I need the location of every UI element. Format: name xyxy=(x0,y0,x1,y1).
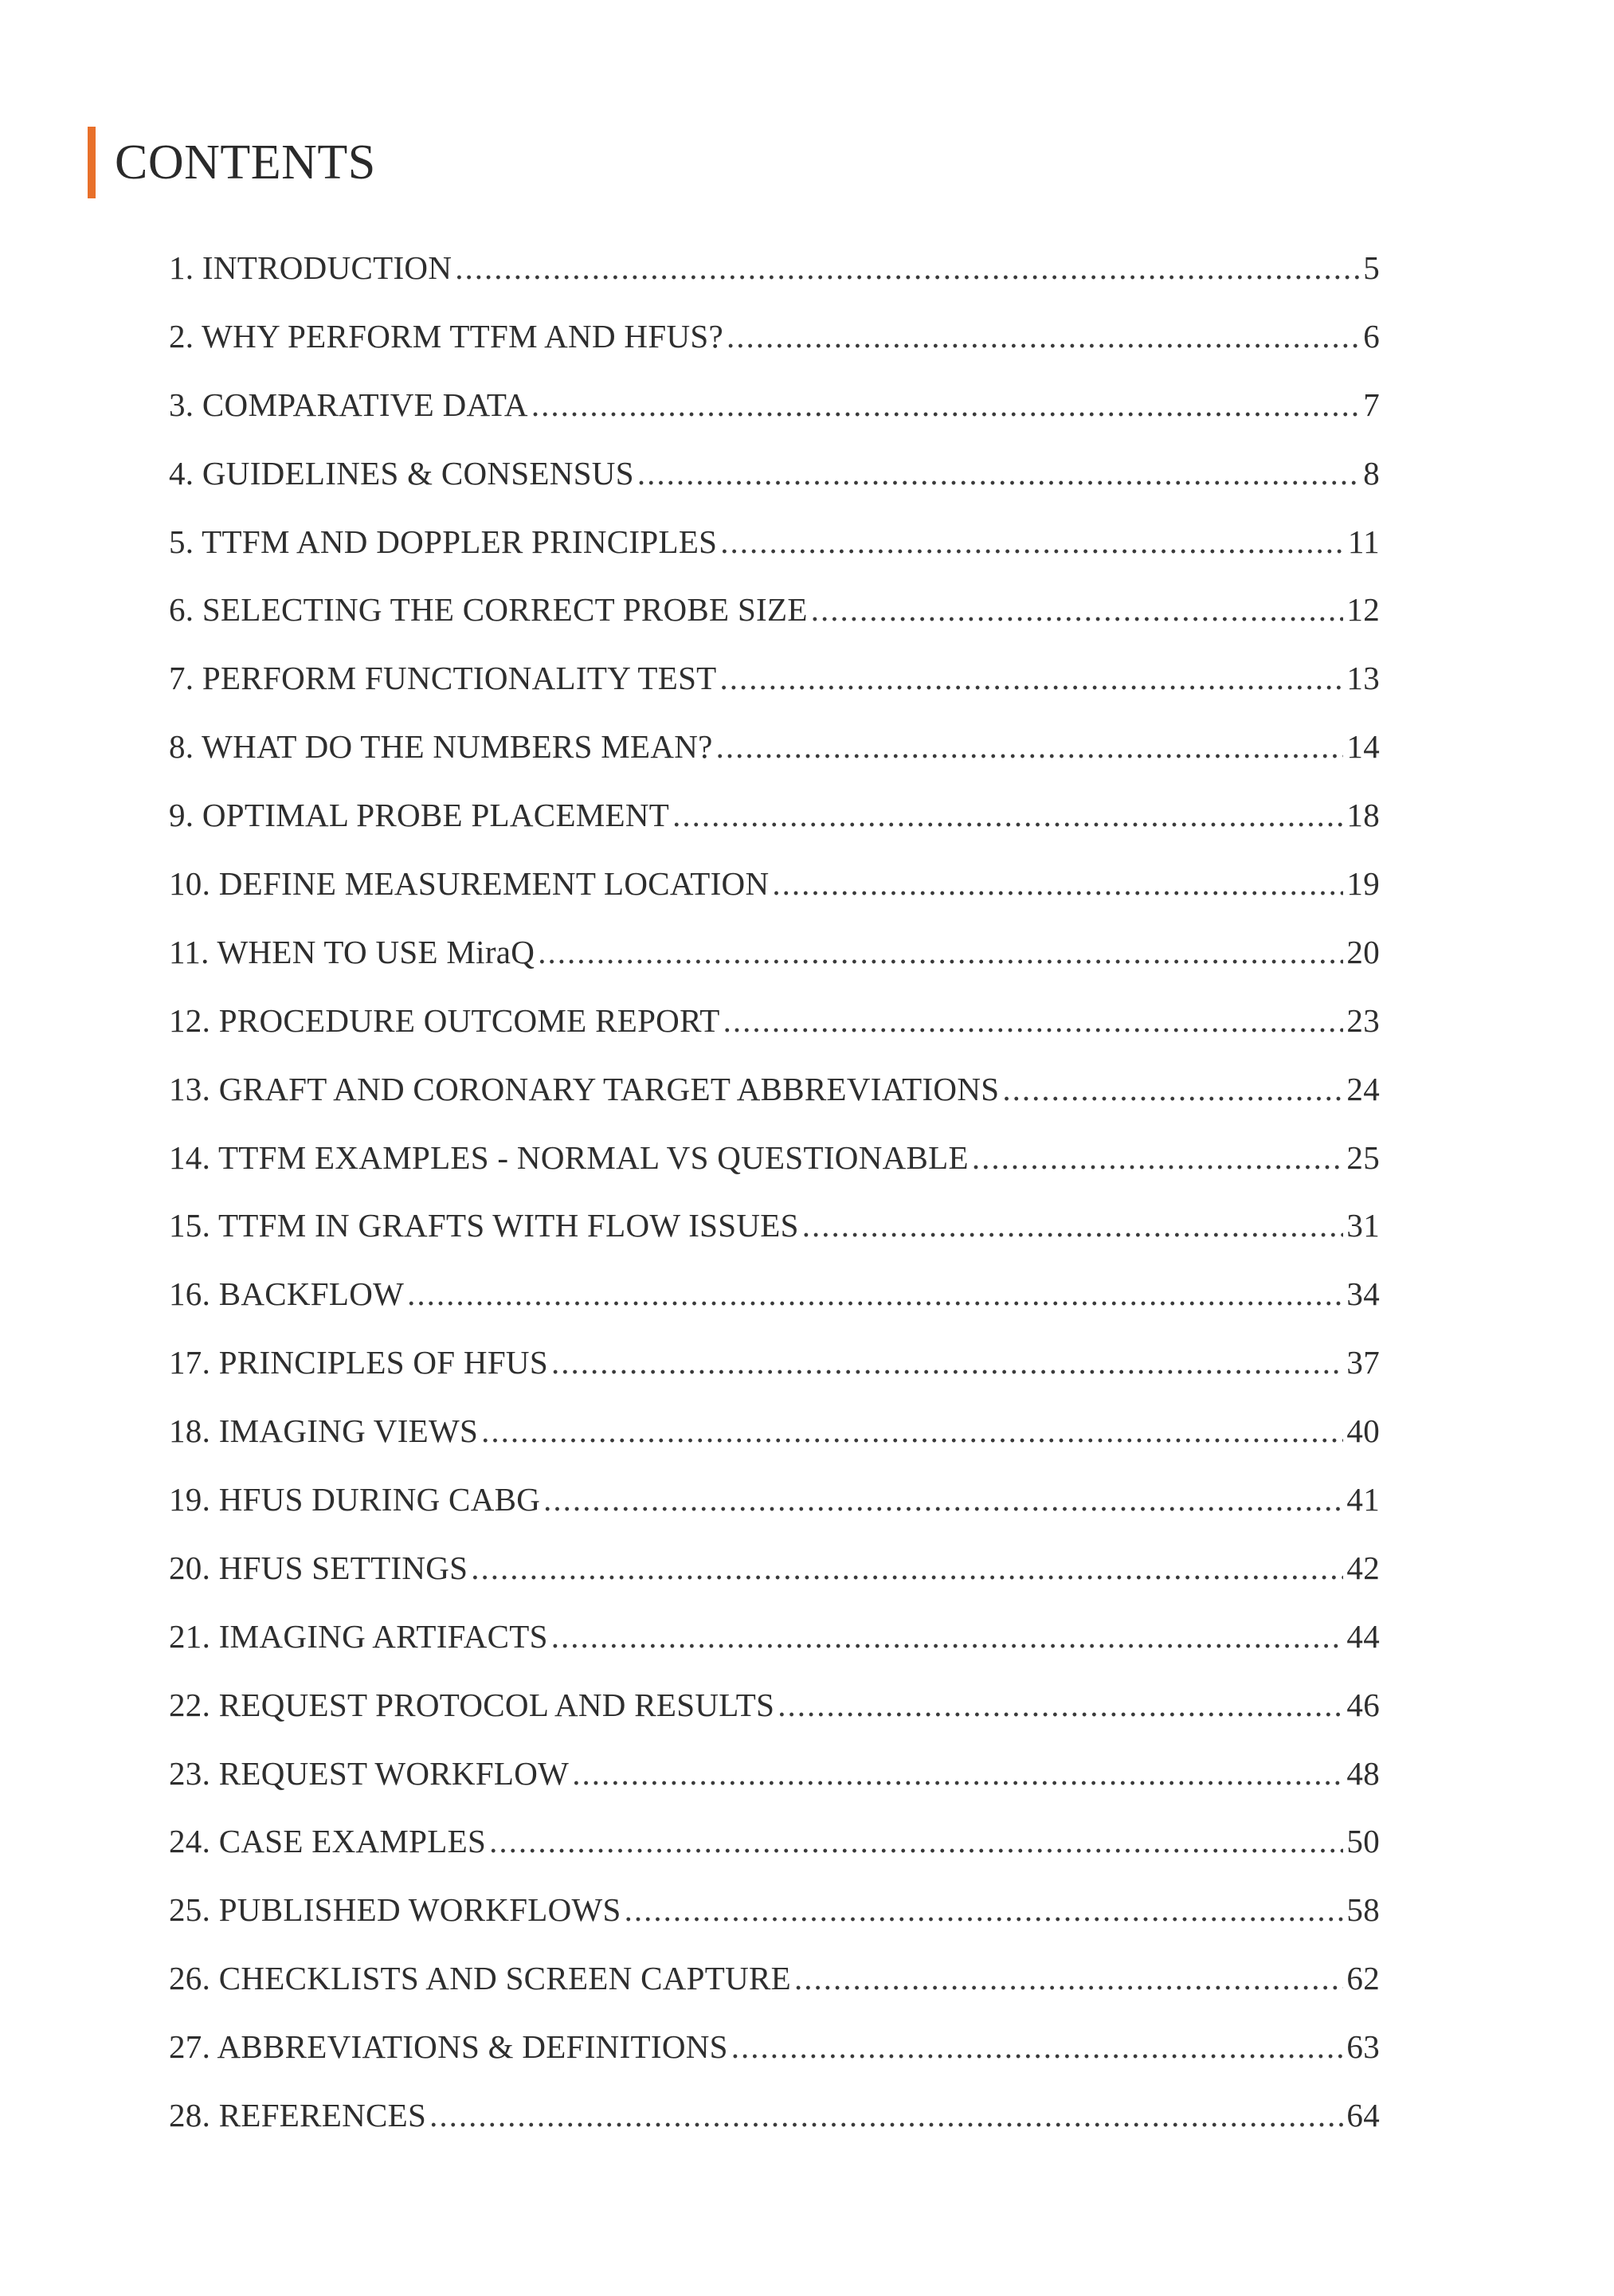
toc-dot-leader xyxy=(543,1480,1343,1518)
toc-dot-leader xyxy=(538,933,1343,971)
toc-entry-page-number: 63 xyxy=(1346,2028,1380,2066)
toc-dot-leader xyxy=(531,386,1360,424)
toc-entry[interactable] xyxy=(169,454,1380,523)
toc-dot-leader xyxy=(489,1822,1343,1860)
toc-dot-leader xyxy=(972,1138,1344,1177)
toc-entry-page-number: 42 xyxy=(1346,1549,1380,1586)
toc-entry-title: 5. TTFM AND DOPPLER PRINCIPLES xyxy=(169,523,718,560)
toc-dot-leader xyxy=(1002,1070,1343,1108)
toc-entry[interactable] xyxy=(169,1617,1380,1686)
toc-entry[interactable] xyxy=(169,1138,1380,1207)
toc-entry-page-number: 18 xyxy=(1346,797,1380,834)
toc-dot-leader xyxy=(794,1959,1343,1997)
toc-entry-title: 26. CHECKLISTS AND SCREEN CAPTURE xyxy=(169,1960,792,1997)
toc-entry[interactable] xyxy=(169,933,1380,1001)
toc-entry-title: 11. WHEN TO USE MiraQ xyxy=(169,933,535,970)
toc-dot-leader xyxy=(778,1686,1343,1724)
toc-entry-page-number: 8 xyxy=(1363,454,1380,492)
contents-heading xyxy=(88,126,376,199)
toc-entry[interactable] xyxy=(169,727,1380,796)
toc-entry[interactable] xyxy=(169,1412,1380,1480)
toc-entry[interactable] xyxy=(169,1070,1380,1138)
toc-entry-page-number: 24 xyxy=(1346,1070,1380,1107)
toc-entry-title: 2. WHY PERFORM TTFM AND HFUS? xyxy=(169,317,723,355)
toc-entry-page-number: 37 xyxy=(1346,1344,1380,1381)
toc-dot-leader xyxy=(802,1206,1344,1244)
toc-dot-leader xyxy=(716,727,1344,766)
toc-entry-page-number: 5 xyxy=(1363,249,1380,286)
toc-entry-title: 24. CASE EXAMPLES xyxy=(169,1823,487,1860)
toc-entry-page-number: 19 xyxy=(1346,865,1380,903)
toc-entry-page-number: 44 xyxy=(1346,1617,1380,1655)
toc-entry[interactable] xyxy=(169,796,1380,864)
toc-dot-leader xyxy=(723,1001,1344,1040)
toc-entry[interactable] xyxy=(169,1686,1380,1754)
toc-entry[interactable] xyxy=(169,864,1380,933)
toc-entry-title: 23. REQUEST WORKFLOW xyxy=(169,1754,570,1792)
toc-dot-leader xyxy=(572,1754,1343,1793)
toc-entry-title: 3. COMPARATIVE DATA xyxy=(169,386,528,423)
toc-entry-page-number: 13 xyxy=(1346,660,1380,697)
toc-dot-leader xyxy=(637,454,1360,492)
toc-entry-page-number: 62 xyxy=(1346,1960,1380,1997)
toc-entry-page-number: 7 xyxy=(1363,386,1380,423)
toc-dot-leader xyxy=(731,2028,1344,2066)
toc-dot-leader xyxy=(471,1549,1343,1587)
toc-entry[interactable] xyxy=(169,523,1380,591)
toc-entry-page-number: 23 xyxy=(1346,1001,1380,1039)
toc-entry-page-number: 48 xyxy=(1346,1754,1380,1792)
toc-entry-title: 16. BACKFLOW xyxy=(169,1275,405,1313)
toc-entry-title: 27. ABBREVIATIONS & DEFINITIONS xyxy=(169,2028,728,2066)
toc-entry-title: 25. PUBLISHED WORKFLOWS xyxy=(169,1891,621,1929)
toc-entry-page-number: 41 xyxy=(1346,1481,1380,1518)
toc-dot-leader xyxy=(720,523,1345,561)
toc-entry[interactable] xyxy=(169,1890,1380,1959)
toc-dot-leader xyxy=(551,1617,1344,1655)
toc-entry[interactable] xyxy=(169,1343,1380,1412)
toc-dot-leader xyxy=(429,2096,1343,2134)
toc-entry[interactable] xyxy=(169,1822,1380,1890)
toc-entry-title: 21. IMAGING ARTIFACTS xyxy=(169,1617,548,1655)
toc-entry-title: 8. WHAT DO THE NUMBERS MEAN? xyxy=(169,728,713,766)
toc-dot-leader xyxy=(672,796,1343,834)
toc-entry-title: 15. TTFM IN GRAFTS WITH FLOW ISSUES xyxy=(169,1207,799,1244)
toc-dot-leader xyxy=(481,1412,1343,1450)
toc-entry-page-number: 64 xyxy=(1346,2097,1380,2134)
toc-dot-leader xyxy=(455,249,1360,287)
toc-entry[interactable] xyxy=(169,1275,1380,1343)
toc-entry-title: 20. HFUS SETTINGS xyxy=(169,1549,468,1586)
toc-entry[interactable] xyxy=(169,317,1380,386)
toc-entry[interactable] xyxy=(169,2096,1380,2165)
toc-entry-title: 19. HFUS DURING CABG xyxy=(169,1481,541,1518)
toc-dot-leader xyxy=(720,659,1344,697)
toc-entry-title: 28. REFERENCES xyxy=(169,2097,427,2134)
toc-entry-page-number: 12 xyxy=(1346,591,1380,629)
toc-entry-title: 18. IMAGING VIEWS xyxy=(169,1412,479,1450)
toc-entry-title: 7. PERFORM FUNCTIONALITY TEST xyxy=(169,660,717,697)
toc-entry-page-number: 14 xyxy=(1346,728,1380,766)
toc-entry[interactable] xyxy=(169,1480,1380,1549)
toc-dot-leader xyxy=(551,1343,1343,1381)
page-title: CONTENTS xyxy=(115,135,376,190)
toc-entry[interactable] xyxy=(169,1549,1380,1617)
toc-entry[interactable] xyxy=(169,386,1380,454)
toc-entry-page-number: 40 xyxy=(1346,1412,1380,1450)
toc-dot-leader xyxy=(407,1275,1343,1313)
toc-entry[interactable] xyxy=(169,590,1380,659)
toc-dot-leader xyxy=(772,864,1343,903)
toc-dot-leader xyxy=(727,317,1360,355)
toc-dot-leader xyxy=(811,590,1344,629)
toc-dot-leader xyxy=(625,1890,1344,1929)
toc-entry-title: 13. GRAFT AND CORONARY TARGET ABBREVIATIONS xyxy=(169,1070,1000,1107)
toc-entry[interactable] xyxy=(169,1001,1380,1070)
toc-entry-page-number: 58 xyxy=(1346,1891,1380,1929)
toc-entry[interactable] xyxy=(169,1959,1380,2028)
toc-entry[interactable] xyxy=(169,1206,1380,1275)
toc-entry[interactable] xyxy=(169,2028,1380,2096)
toc-entry-title: 14. TTFM EXAMPLES - NORMAL VS QUESTIONABLE xyxy=(169,1138,969,1176)
toc-entry-title: 22. REQUEST PROTOCOL AND RESULTS xyxy=(169,1686,775,1723)
toc-entry-title: 17. PRINCIPLES OF HFUS xyxy=(169,1344,548,1381)
toc-entry-title: 10. DEFINE MEASUREMENT LOCATION xyxy=(169,865,770,903)
heading-accent-bar xyxy=(88,127,96,198)
toc-entry-page-number: 46 xyxy=(1346,1686,1380,1723)
toc-entry-page-number: 34 xyxy=(1346,1275,1380,1313)
toc-entry-title: 9. OPTIMAL PROBE PLACEMENT xyxy=(169,797,670,834)
toc-entry-title: 4. GUIDELINES & CONSENSUS xyxy=(169,454,634,492)
toc-entry-page-number: 50 xyxy=(1346,1823,1380,1860)
toc-entry-title: 6. SELECTING THE CORRECT PROBE SIZE xyxy=(169,591,808,629)
toc-entry-page-number: 31 xyxy=(1346,1207,1380,1244)
toc-entry-title: 1. INTRODUCTION xyxy=(169,249,452,286)
toc-entry[interactable] xyxy=(169,249,1380,317)
toc-entry-page-number: 6 xyxy=(1363,317,1380,355)
toc-entry[interactable] xyxy=(169,659,1380,727)
toc-entry[interactable] xyxy=(169,1754,1380,1823)
toc-entry-page-number: 11 xyxy=(1347,523,1380,560)
toc-entry-page-number: 25 xyxy=(1346,1138,1380,1176)
toc-entry-page-number: 20 xyxy=(1346,933,1380,970)
toc-entry-title: 12. PROCEDURE OUTCOME REPORT xyxy=(169,1001,720,1039)
table-of-contents xyxy=(169,249,1380,2165)
